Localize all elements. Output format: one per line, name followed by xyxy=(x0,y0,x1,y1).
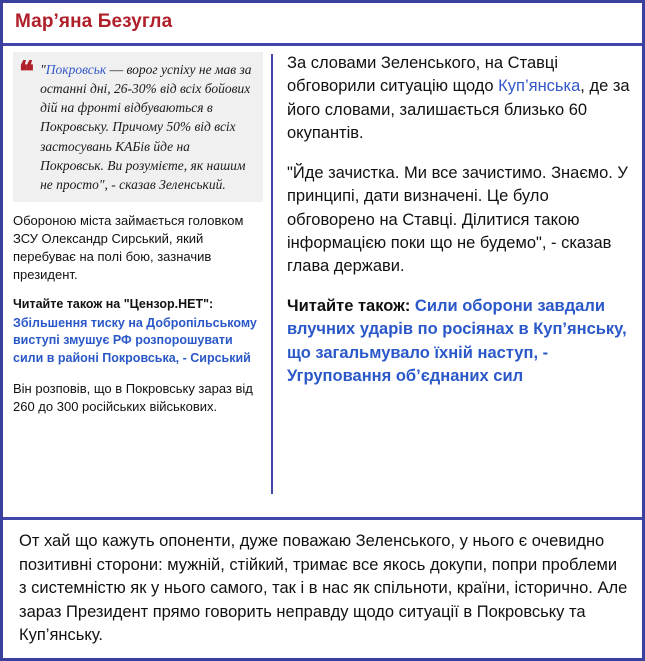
card-footer xyxy=(3,517,642,658)
right-p1-before: За словами Зеленського, на Ставці обговорили ситуацію щодо xyxy=(287,54,559,96)
quote-text-before: " xyxy=(40,62,46,77)
right-p1-after: , де за його словами, залишається близько 60 окупантів. xyxy=(287,77,630,143)
card-header xyxy=(3,3,642,46)
right-paragraph-2: "Йде зачистка. Ми все зачистимо. Знаємо. У принципі, дати визначені. Це було обговорено на Ставці. Ділитися такою інформацією поки що не будемо", - сказав глава держави. xyxy=(287,163,628,276)
author-name: Мар’яна Безугла xyxy=(15,11,173,32)
left-column xyxy=(13,52,271,416)
footer-comment: От хай що кажуть опоненти, дуже поважаю Зеленського, у нього є очевидно позитивні сторони: мужній, стійкий, тримає все якось докупи, попри проблеми з системністю як у нього самого, так і в нас як спільноти, країни, історично. Але зараз Президент прямо говорить неправду щодо ситуації в Покровську та Куп’янську. xyxy=(19,532,628,645)
right-paragraph-1 xyxy=(287,52,632,146)
right-read-also-heading: Читайте також: xyxy=(287,296,415,315)
left-paragraph-1: Обороною міста займається головком ЗСУ Олександр Сирський, який перебуває на полі бою, зазначив президент. xyxy=(13,213,244,282)
left-paragraph-2: Він розповів, що в Покровську зараз від 260 до 300 російських військових. xyxy=(13,380,253,414)
article-columns xyxy=(3,46,642,494)
quote-link-pokrovsk[interactable]: Покровськ xyxy=(45,62,107,77)
right-link-kupyansk[interactable]: Куп’янська xyxy=(498,77,581,96)
right-read-also xyxy=(287,295,632,389)
quote-text-after: –– ворог успіху не мав за останні дні, 26-30% від всіх бойових дій на фронті відбуваються в Покровську. Причому 50% від всіх застосувань КАБів йде на Покровськ. Ви розумієте, як нашим не просто", - сказав Зеленський. xyxy=(40,62,252,192)
right-column xyxy=(273,52,632,388)
left-read-also xyxy=(13,296,263,368)
pull-quote xyxy=(13,52,263,202)
left-read-also-link[interactable]: Збільшення тиску на Добропільському виступі змушує РФ розпорошувати сили в районі Покровська, - Сирський xyxy=(13,315,257,366)
right-read-also-link[interactable]: Сили оборони завдали влучних ударів по росіянах в Куп’янську, що загальмувало їхній наступ, - Угруповання об’єднаних сил xyxy=(287,296,627,386)
left-read-also-heading: Читайте також на "Цензор.НЕТ": xyxy=(13,296,214,311)
quote-mark-icon: ❝ xyxy=(19,57,35,88)
pull-quote-text xyxy=(40,60,255,194)
